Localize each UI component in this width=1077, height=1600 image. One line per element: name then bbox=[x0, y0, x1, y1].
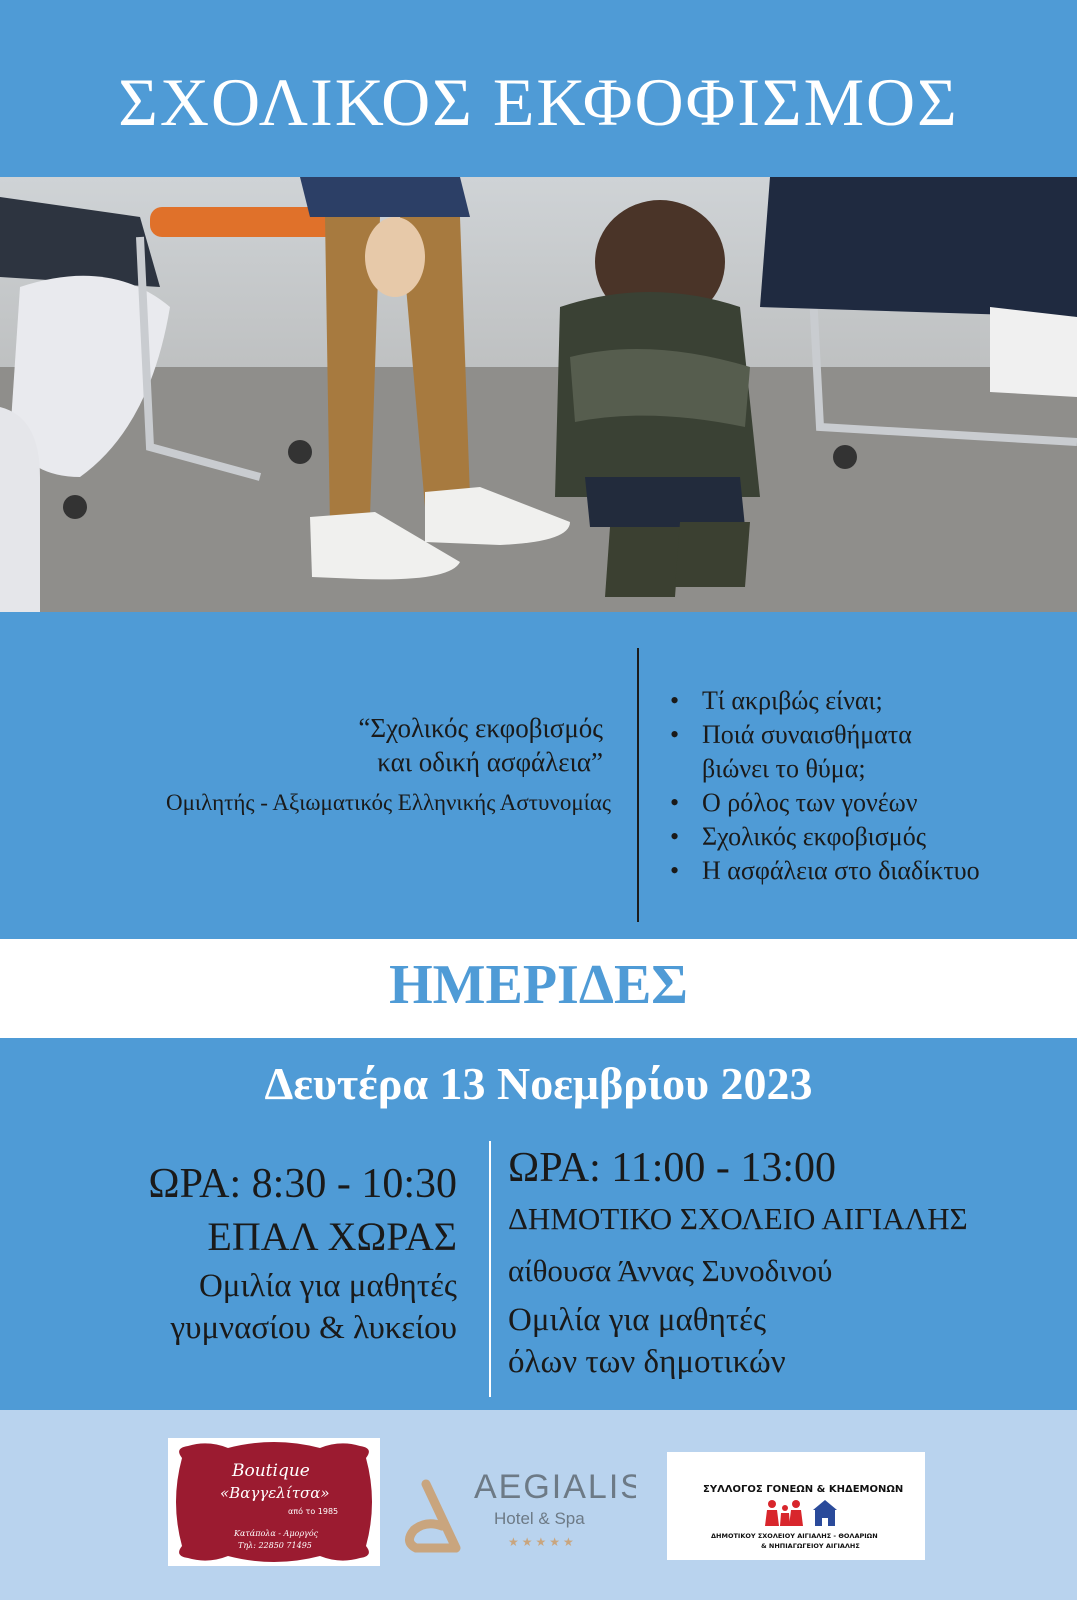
talk-title-line2: και οδική ασφάλεια” bbox=[377, 747, 603, 777]
topic-item: • Η ασφάλεια στο διαδίκτυο bbox=[670, 854, 980, 888]
left-session-desc-line1: Ομιλία για μαθητές bbox=[198, 1268, 457, 1304]
aegialis-logo bbox=[396, 1454, 636, 1564]
left-session-time bbox=[148, 1158, 457, 1210]
event-date: Δευτέρα 13 Νοεμβρίου 2023 bbox=[264, 1058, 813, 1109]
school-icon bbox=[813, 1500, 837, 1526]
boutique-badge bbox=[168, 1438, 380, 1566]
topic-item: • Ο ρόλος των γονέων bbox=[670, 786, 980, 820]
topic-item: • Τί ακριβώς είναι; bbox=[670, 684, 980, 718]
aegialis-stars: ★★★★★ bbox=[508, 1535, 577, 1549]
page-title: ΣΧΟΛΙΚΟΣ ΕΚΦΟΦΙΣΜΟΣ bbox=[118, 64, 959, 140]
aegialis-sub: Hotel & Spa bbox=[494, 1509, 585, 1528]
association-sub2: & ΝΗΠΙΑΓΩΓΕΙΟΥ ΑΙΓΙΑΛΗΣ bbox=[761, 1542, 860, 1550]
right-session-desc-line1: Ομιλία για μαθητές bbox=[508, 1302, 767, 1338]
right-session-desc-line2: όλων των δημοτικών bbox=[508, 1344, 786, 1380]
topic-item-continuation: βιώνει το θύμα; bbox=[702, 754, 866, 783]
right-session-place-line1: ΔΗΜΟΤΙΚΟ ΣΧΟΛΕΙΟ ΑΙΓΙΑΛΗΣ bbox=[508, 1201, 968, 1236]
aegialis-mark bbox=[396, 1454, 636, 1564]
time-label: ΩΡΑ: bbox=[148, 1161, 252, 1207]
boutique-since: από το 1985 bbox=[288, 1507, 339, 1516]
talk-title-line1: “Σχολικός εκφοβισμός bbox=[358, 713, 603, 743]
association-sub1: ΔΗΜΟΤΙΚΟΥ ΣΧΟΛΕΙΟΥ ΑΙΓΙΑΛΗΣ - ΘΟΛΑΡΙΩΝ bbox=[711, 1532, 878, 1540]
schedule-divider bbox=[489, 1141, 491, 1397]
photo-illustration bbox=[0, 177, 1077, 612]
topic-item: • Σχολικός εκφοβισμός bbox=[670, 820, 980, 854]
time-label: ΩΡΑ: bbox=[508, 1145, 612, 1191]
speaker-line: Ομιλητής - Αξιωματικός Ελληνικής Αστυνομίας bbox=[165, 790, 611, 815]
classroom-photo bbox=[0, 177, 1077, 612]
vertical-divider bbox=[637, 648, 639, 922]
boutique-line1: Boutique bbox=[232, 1461, 310, 1481]
boutique-logo bbox=[168, 1438, 380, 1566]
left-session-desc-line2: γυμνασίου & λυκείου bbox=[170, 1310, 457, 1346]
topic-item: • Ποιά συναισθήματα bbox=[670, 718, 980, 752]
left-session-place: ΕΠΑΛ ΧΩΡΑΣ bbox=[207, 1214, 457, 1259]
boutique-line2: «Βαγγελίτσα» bbox=[220, 1484, 330, 1502]
boutique-phone: Τηλ: 22850 71495 bbox=[238, 1541, 312, 1550]
right-session-place-line2: αίθουσα Άννας Συνοδινού bbox=[508, 1253, 833, 1288]
association-title: ΣΥΛΛΟΓΟΣ ΓΟΝΕΩΝ & ΚΗΔΕΜΟΝΩΝ bbox=[703, 1484, 904, 1495]
time-value: 11:00 - 13:00 bbox=[611, 1145, 837, 1191]
days-heading: ΗΜΕΡΙΔΕΣ bbox=[389, 954, 688, 1016]
association-badge bbox=[667, 1452, 925, 1560]
right-session-time bbox=[508, 1142, 836, 1194]
topics-list bbox=[670, 684, 980, 888]
time-value: 8:30 - 10:30 bbox=[251, 1161, 457, 1207]
aegialis-name: AEGIALIS bbox=[474, 1468, 636, 1506]
family-icon bbox=[765, 1500, 803, 1526]
boutique-place: Κατάπολα - Αμοργός bbox=[234, 1529, 319, 1538]
parents-association-logo bbox=[667, 1452, 925, 1560]
